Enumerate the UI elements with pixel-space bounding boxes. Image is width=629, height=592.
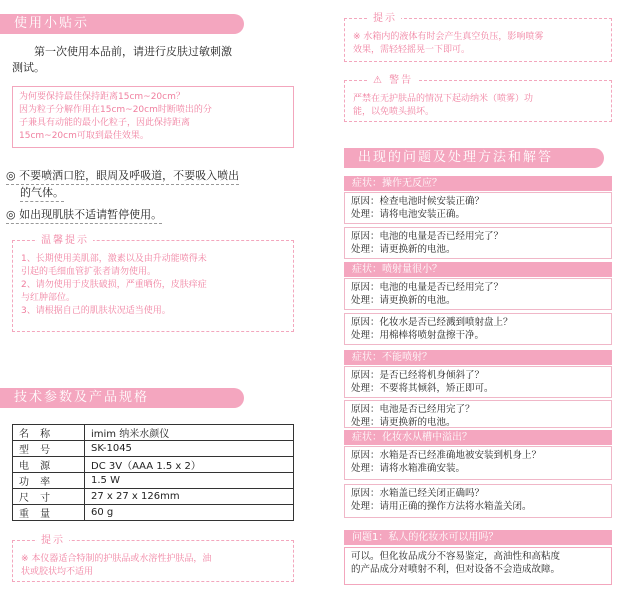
warm-tip-line: 引起的毛细血管扩张者请勿使用。 [21,267,157,277]
table-row [13,441,294,457]
fix-text: 处理：请更换新的电池。 [351,295,456,306]
right-tip-title: 提示 [369,12,401,25]
right-tip-line: ※ 水箱内的液体有时会产生真空负压，影响喷雾 [353,32,544,42]
intro-line-1: 第一次使用本品前，请进行皮肤过敏刺激 [34,45,232,58]
spec-key: 型 号 [13,441,85,457]
right-tip-line: 效果，需轻轻摇晃一下即可。 [353,45,471,55]
symptom-bar: 症状：喷射量很小？ [344,262,612,277]
cause-text: 原因：电池的电量是否已经用完了？ [351,231,504,242]
warm-tips-box [12,235,294,332]
cause-fix-item [344,400,612,428]
fix-text: 处理：请用正确的操作方法将水箱盖关闭。 [351,501,532,512]
answer-box [344,547,612,585]
cause-fix-item [344,484,612,518]
cause-text: 原因：电池的电量是否已经用完了？ [351,282,504,293]
cause-text: 原因：水箱是否已经准确地被安装到机身上？ [351,450,542,461]
cause-text: 原因：化妆水是否已经溅到喷射盘上？ [351,317,513,328]
spec-key: 电 源 [13,457,85,473]
spec-value: imim 纳米水颜仪 [85,425,294,441]
fix-text: 处理：请更换新的电池。 [351,417,456,428]
symptom-bar: 症状：不能喷射？ [344,350,612,365]
spec-value: SK-1045 [85,441,294,457]
distance-line: 15cm~20cm可取到最佳效果。 [19,131,149,141]
table-row [13,505,294,521]
fix-text: 处理：不要将其倾斜，矫正即可。 [351,383,494,394]
spec-table [12,424,294,521]
warning-title: 警告 [389,75,414,86]
distance-line: 为何要保持最佳保持距离15cm~20cm？ [19,92,185,102]
warning-item-1-line-1: ◎ 不要喷洒口腔，眼周及呼吸道，不要吸入喷出 [6,168,239,185]
fix-text: 处理：请将电池安装正确。 [351,209,466,220]
symptom-bar: 症状：操作无反应？ [344,176,612,191]
warm-tip-line: 与红肿部位。 [21,293,76,303]
warning-line: 能，以免喷头损坏。 [353,107,435,117]
bottom-tip-box [12,535,294,582]
cause-fix-item [344,192,612,224]
spec-key: 尺 寸 [13,489,85,505]
fix-text: 处理：用棉棒将喷射盘擦干净。 [351,330,485,341]
cause-text: 原因：是否已经将机身倾斜了？ [351,370,485,381]
fix-text: 处理：请更换新的电池。 [351,244,456,255]
intro-line-2: 测试。 [12,61,45,74]
warm-tip-line: 1、长期使用美肌部，激素以及由升动能喷得未 [21,254,207,264]
cause-text: 原因：水箱盖已经关闭正确吗？ [351,488,485,499]
distance-info-box [12,86,294,148]
cause-fix-item [344,446,612,480]
cause-fix-item [344,278,612,310]
spec-key: 重 量 [13,505,85,521]
warm-tip-line: 2、请勿使用于皮肤破损，严重晒伤，皮肤痒症 [21,280,207,290]
warm-tip-line: 3、请根据自己的肌肤状况适当使用。 [21,306,171,316]
table-row [13,489,294,505]
bottom-tip-title: 提示 [37,534,69,547]
spec-key: 功 率 [13,473,85,489]
symptom-bar: 症状：化妆水从槽中溢出？ [344,430,612,445]
table-row [13,457,294,473]
answer-line: 可以。但化妆品成分不容易鉴定，高油性和高粘度 [351,551,561,562]
fix-text: 处理：请将水箱准确安装。 [351,463,466,474]
right-tip-box [344,13,612,62]
answer-line: 的产品成分对喷射不利，但对设备不会造成故障。 [351,564,561,575]
spec-value: DC 3V（AAA 1.5 x 2） [85,457,294,473]
warning-title-tag [369,74,417,87]
warning-triangle-icon: ⚠ [373,75,390,86]
cause-fix-item [344,366,612,398]
distance-line: 子兼具有动能的最小化粒子，因此保持距离 [19,118,191,128]
warning-box [344,75,612,122]
distance-line: 因为粒子分解作用在15cm~20cm时断喷出的分 [19,105,212,115]
cause-text: 原因：电池是否已经用完了？ [351,404,475,415]
warm-tips-title: 温馨提示 [37,234,93,247]
spec-value: 60 g [85,505,294,521]
spec-value: 1.5 W [85,473,294,489]
table-row [13,473,294,489]
warning-item-2: ◎ 如出现肌肤不适请暂停使用。 [6,207,162,224]
spec-value: 27 x 27 x 126mm [85,489,294,505]
table-row [13,425,294,441]
warning-line: 严禁在无护肤品的情况下起动纳米（喷雾）功 [353,94,534,104]
cause-fix-item [344,227,612,259]
cause-fix-item [344,313,612,345]
spec-key: 名 称 [13,425,85,441]
cause-text: 原因：检查电池时候安装正确？ [351,196,485,207]
warning-item-1-line-2: 的气体。 [20,185,64,202]
faq-title: 出现的问题及处理方法和解答 [344,148,604,168]
usage-tips-title: 使用小贴示 [0,14,244,34]
bottom-tip-line: 状或胶状均不适用 [21,567,94,577]
spec-title: 技术参数及产品规格 [0,388,244,408]
question-bar: 问题1：私人的化妆水可以用吗？ [344,530,612,545]
bottom-tip-line: ※ 本仪器适合特制的护肤品或水溶性护肤品，油 [21,554,212,564]
